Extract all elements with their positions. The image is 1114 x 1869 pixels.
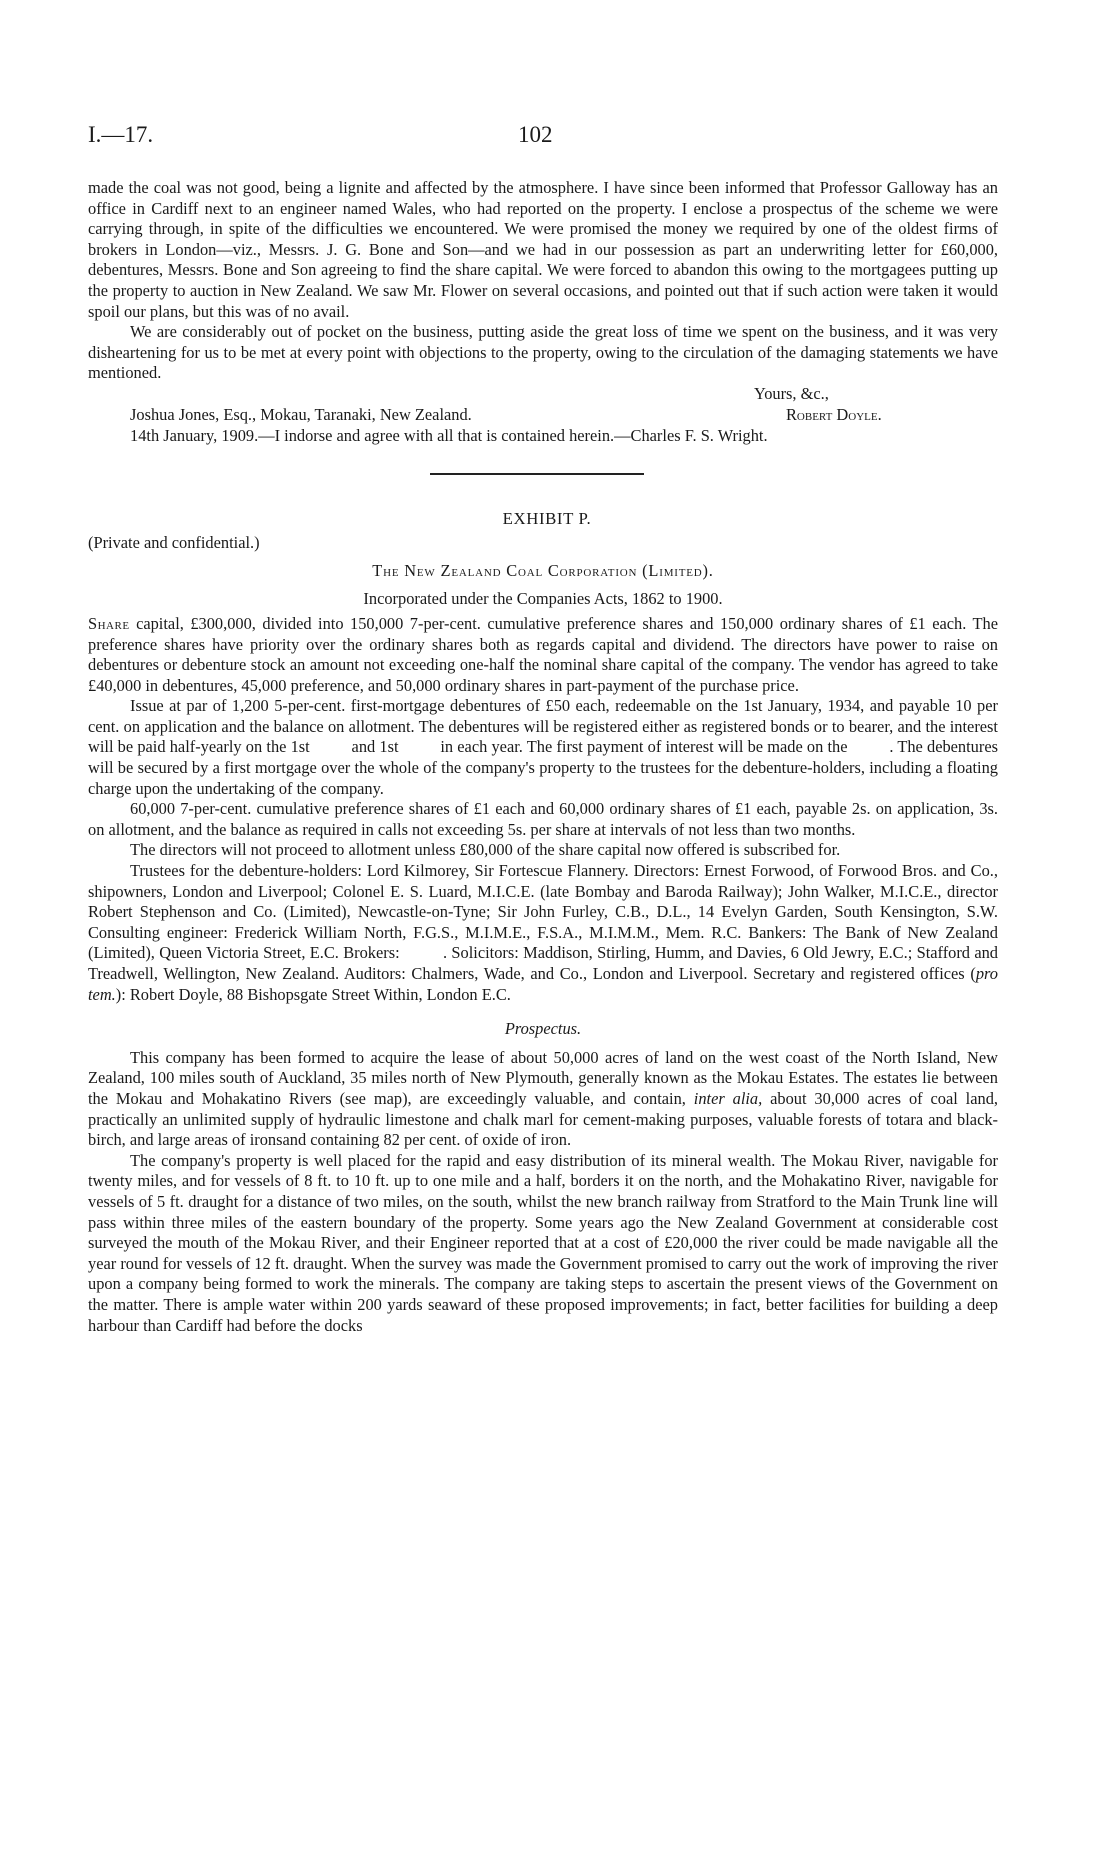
exhibit-title: EXHIBIT P. [502, 508, 592, 528]
letter-paragraph-1: made the coal was not good, being a lignite and affected by the atmosphere. I have since been informed that Professor Galloway has an office in Cardiff next to an engineer named Wales, who had reported on the property. I enclose a prospectus of the scheme we were carrying through, in spite of the difficulties we encountered. We were promised the money we required by one of the oldest firms of brokers in London—viz., Messrs. J. G. Bone and Son—and we had in our possession as part an underwriting letter for £60,000, debentures, Messrs. Bone and Son agreeing to find the share capital. We were forced to abandon this owing to the mortgagees putting up the property to auction in New Zealand. We saw Mr. Flower on several occasions, and pointed out that if such action were taken it would spoil our plans, but this was of no avail. [88, 178, 998, 321]
pro-tem-italic: pro tem. [88, 964, 1003, 1004]
prospectus-paragraph-2: The company's property is well placed for the rapid and easy distribution of its mineral wealth. The Mokau River, navigable for twenty miles, and for vessels of 8 ft. to 10 ft. up to one mile and a half, borders it on the north, and the Mohakatino River, navigable for vessels of 5 ft. draught for a distance of two miles, on the south, whilst the new branch railway from Stratford to the Main Trunk line will pass within three miles of the eastern boundary of the property. Some years ago the New Zealand Government at considerable cost surveyed the mouth of the Mokau River, and their Engineer reported that at a cost of £20,000 the river could be made navigable all the year round for vessels of 12 ft. draught. When the survey was made the Government promised to carry out the work of improving the river upon a company being formed to work the minerals. The company are taking steps to ascertain the present views of the Government on the matter. There is ample water within 200 yards seaward of these proposed improvements; in fact, better facilities for building a deep harbour than Cardiff had before the docks [88, 1150, 998, 1335]
letter-paragraph-2: We are considerably out of pocket on the business, putting aside the great loss of time we spent on the business, and it was very disheartening for us to be met at every point with objections to the property, owing to the circulation of the damaging statements we have mentioned. [88, 322, 998, 383]
document-reference: I.—17. [88, 122, 154, 147]
letter-addressee: Joshua Jones, Esq., Mokau, Taranaki, New Zealand. [130, 404, 472, 424]
letter-closing: Yours, &c., [754, 383, 829, 403]
prospectus-text-b: about 30,000 acres of coal land, practically an unlimited supply of hydraulic limestone and chalk marl for cement-making purposes, valuable forests of totara and black-birch, and large areas of ironsand containing 82 per cent. of oxide of iron. [88, 1088, 998, 1150]
page-header [88, 122, 998, 154]
page-number: 102 [518, 122, 553, 147]
share-capital-text: capital, £300,000, divided into 150,000 7-per-cent. cumulative preference shares and 150,000 ordinary shares of £1 each. The preference shares have priority over the ordinary shares both as regards capital and dividend. The directors have power to raise on debentures or debenture stock an amount not exceeding one-half the nominal share capital of the company. The vendor has agreed to take £40,000 in debentures, 45,000 preference, and 50,000 ordinary shares in part-payment of the purchase price. [88, 613, 998, 695]
preference-shares-paragraph: 60,000 7-per-cent. cumulative preference shares of £1 each and 60,000 ordinary shares of £1 each, payable 2s. on application, 3s. on allotment, and the balance as required in calls not exceeding 5s. per share at intervals of not less than two months. [88, 799, 998, 839]
prospectus-paragraph-1 [88, 1048, 998, 1151]
letter-signature-row [88, 405, 998, 426]
page-body [88, 178, 1003, 1336]
trustees-text-a: Trustees for the debenture-holders: Lord Kilmorey, Sir Fortescue Flannery. Directors: Ernest Forwood, of Forwood Bros. and Co., shipowners, London and Liverpool; Colonel E. S. Luard, M.I.C.E. (late Bombay and Baroda Railway); John Walker, M.I.C.E., director Robert Stephenson and Co. (Limited), Newcastle-on-Tyne; Sir John Furley, C.B., D.L., 14 Evelyn Garden, South Kensington, S.W. Consulting engineer: Frederick William North, F.G.S., M.I.M.E., F.S.A., M.I.M.M., Mem. R.C. Bankers: The Bank of New Zealand (Limited), Queen Victoria Street, E.C. Brokers: . Solicitors: Maddison, Stirling, Humm, and Davies, 6 Old Jewry, E.C.; Stafford and Treadwell, Wellington, New Zealand. Auditors: Chalmers, Wade, and Co., London and Liverpool. Secretary and registered offices ( [88, 861, 1003, 983]
debenture-issue-paragraph: Issue at par of 1,200 5-per-cent. first-mortgage debentures of £50 each, redeemable on the 1st January, 1934, and payable 10 per cent. on application and the balance on allotment. The debentures will be registered either as registered bonds or to bearer, and the interest will be paid half-yearly on the 1st and 1st in each year. The first payment of interest will be made on the . The debentures will be secured by a first mortgage over the whole of the company's property to the trustees for the debenture-holders, including a floating charge upon the undertaking of the company. [88, 696, 1003, 798]
inter-alia-italic: inter alia, [693, 1088, 763, 1108]
letter-endorsement: 14th January, 1909.—I indorse and agree with all that is contained herein.—Charles F. S. Wright. [130, 425, 768, 445]
company-name: The New Zealand Coal Corporation (Limited). [372, 560, 714, 580]
prospectus-heading: Prospectus. [504, 1019, 582, 1039]
private-note: (Private and confidential.) [88, 533, 260, 553]
share-lead-word: Share [88, 613, 130, 633]
prospectus-text-a: This company has been formed to acquire the lease of about 50,000 acres of land on the west coast of the North Island, New Zealand, 100 miles south of Auckland, 35 miles north of New Plymouth, generally known as the Mokau Estates. The estates lie between the Mokau and Mohakatino Rivers (see map), are exceedingly valuable, and contain, [88, 1047, 998, 1108]
incorporation-line: Incorporated under the Companies Acts, 1862 to 1900. [363, 589, 723, 609]
section-divider [430, 473, 644, 475]
allotment-paragraph: The directors will not proceed to allotment unless £80,000 of the share capital now offered is subscribed for. [130, 840, 841, 860]
trustees-text-b: ): Robert Doyle, 88 Bishopsgate Street Within, London E.C. [115, 984, 511, 1004]
trustees-paragraph [88, 861, 1003, 1005]
letter-closing-row [88, 384, 998, 405]
letter-signatory: Robert Doyle. [786, 404, 882, 424]
share-capital-paragraph [88, 614, 998, 696]
